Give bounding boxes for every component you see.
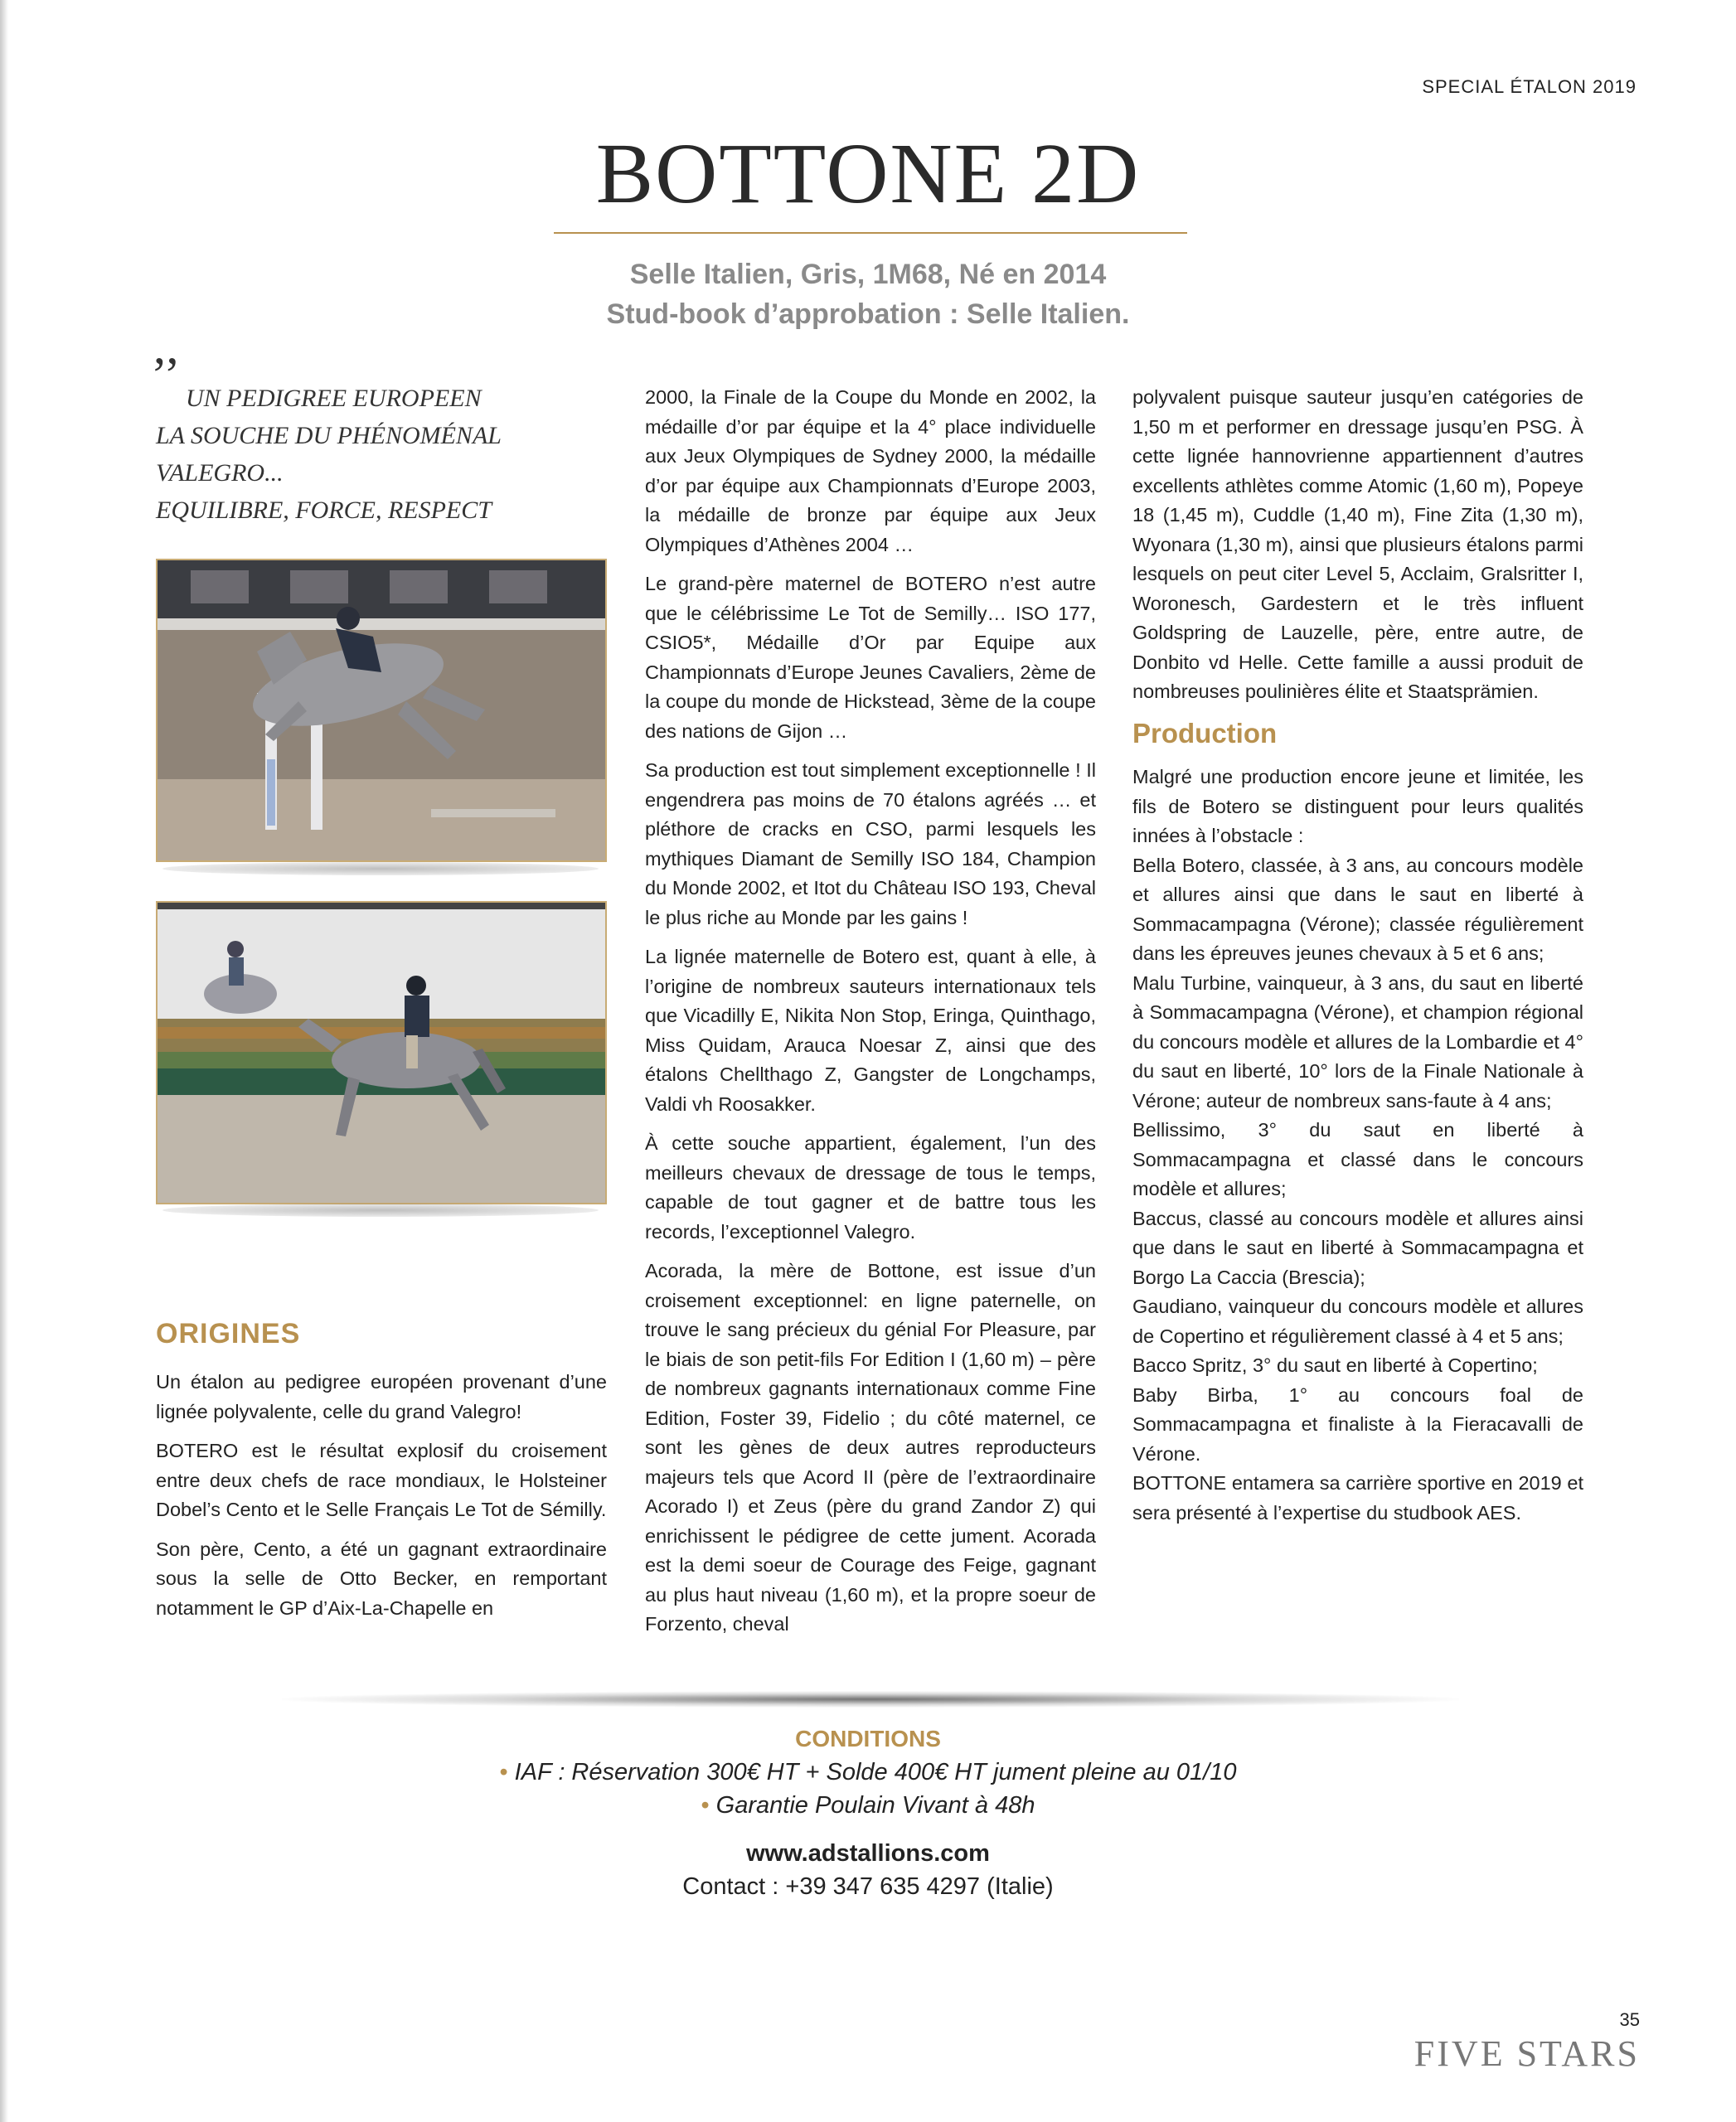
production-item: Gaudiano, vainqueur du concours modèle et allures de Copertino et régulièrement classé à 4 et 5 ans; [1132,1296,1583,1347]
conditions-line-1 [0,1759,1736,1786]
quote-line: UN PEDIGREE EUROPEEN [186,385,482,412]
paragraph: BOTERO est le résultat explosif du croisement entre deux chefs de race mondiaux, le Holsteiner Dobel’s Cento et le Selle Français Le Tot de Sémilly. [156,1440,607,1520]
paragraph: À cette souche appartient, également, l’un des meilleurs chevaux de dressage de tous le temps, capable de tout gagner et de battre tous les records, l’exceptionnel Valegro. [645,1132,1096,1243]
conditions-text: Garantie Poulain Vivant à 48h [715,1792,1035,1819]
bullet-icon: • [499,1759,508,1785]
jumping-horse-illustration [158,560,605,860]
column-origines [156,1368,607,1633]
pull-quote [156,380,587,529]
arena-horse-illustration [158,903,605,1203]
page-title: BOTTONE 2D [595,126,1141,221]
subtitle-breed-info: Selle Italien, Gris, 1M68, Né en 2014 [629,259,1107,290]
subtitle-studbook: Stud-book d’approbation : Selle Italien. [606,298,1130,330]
paragraph: La lignée maternelle de Botero est, quant à elle, à l’origine de nombreux sauteurs internationaux tels que Vicadilly E, Nikita Non Stop, Eringa, Quinthago, Miss Quidam, Arauca Noesar Z, ainsi que des étalons Chellthago Z, Gangster de Longchamps, Valdi vh Roosakker. [645,946,1096,1115]
photo-shadow [162,862,599,875]
production-item: Bacco Spritz, 3° du saut en liberté à Copertino; [1132,1354,1538,1376]
photo-shadow [162,1204,599,1217]
paragraph: Le grand-père maternel de BOTERO n’est autre que le célébrissime Le Tot de Semilly… ISO 177, CSIO5*, Médaille d’Or par Equipe aux Championnats d’Europe Jeunes Cavaliers, 2ème de la coupe du monde de Hickstead, 3ème de la coupe des nations de Gijon … [645,573,1096,742]
production-item: BOTTONE entamera sa carrière sportive en 2019 et sera présenté à l’expertise du studbook AES. [1132,1472,1583,1524]
origines-heading: ORIGINES [156,1318,301,1349]
paragraph: Un étalon au pedigree européen provenant d’une lignée polyvalente, celle du grand Valegro! [156,1371,607,1422]
quote-line: LA SOUCHE DU PHÉNOMÉNAL [156,422,502,449]
production-heading: Production [1132,717,1278,749]
website-link[interactable]: www.adstallions.com [746,1840,990,1867]
conditions-line-2 [0,1792,1736,1819]
contact-phone: Contact : +39 347 635 4297 (Italie) [682,1873,1054,1900]
title-divider [554,232,1187,234]
conditions-text: IAF : Réservation 300€ HT + Solde 400€ HT jument pleine au 01/10 [514,1759,1237,1785]
production-item: Baby Birba, 1° au concours foal de Sommacampagna et finaliste à la Fieracavalli de Vérone. [1132,1383,1583,1465]
paragraph: 2000, la Finale de la Coupe du Monde en 2002, la médaille d’or par équipe et la 4° place individuelle aux Jeux Olympiques de Sydney 2000, la médaille d’or par équipe aux Championnats d’Europe 2003, la médaille de bronze par équipe aux Jeux Olympiques d’Athènes 2004 … [645,386,1096,555]
production-item: Bella Botero, classée, à 3 ans, au concours modèle et allures ainsi que dans le saut en liberté à Sommacampagna (Vérone); classée régulièrement dans les épreuves jeunes chevaux à 5 et 6 ans; [1132,854,1583,964]
bullet-icon: • [701,1792,710,1819]
paragraph: Sa production est tout simplement exceptionnelle ! Il engendrera pas moins de 70 étalons agréés … et pléthore de cracks en CSO, parmi lesquels les mythiques Diamant de Semilly ISO 184, Champion du Monde 2002, et Itot du Château ISO 193, Cheval le plus riche au Monde par les gains ! [645,759,1096,928]
paragraph: Son père, Cento, a été un gagnant extraordinaire sous la selle de Otto Becker, en remportant notamment le GP d’Aix-La-Chapelle en [156,1538,607,1619]
photo-arena-riding [156,901,607,1204]
column-right [1132,383,1583,1528]
paragraph: Acorada, la mère de Bottone, est issue d’un croisement exceptionnel: en ligne paternelle, on trouve le sang précieux du génial For Pleasure, par le biais de son petit-fils For Edition I (1,60 m) – père de nombreux gagnants internationaux comme Fine Edition, Foster 39, Fidelio ; du côté maternel, ce sont les gènes de deux autres reproducteurs majeurs tels que Acord II (père de l’extraordinaire Acorado I) et Zeus (père du grand Zandor Z) qui enrichissent le pédigree de cette jument. Acorada est la demi soeur de Courage des Feige, gagnant au plus haut niveau (1,60 m), et la propre soeur de Forzento, cheval [645,1260,1096,1635]
paragraph: Malgré une production encore jeune et limitée, les fils de Botero se distinguent pour leurs qualités innées à l’obstacle : [1132,766,1583,846]
conditions-heading: CONDITIONS [795,1726,941,1751]
section-divider [282,1691,1459,1708]
production-item: Malu Turbine, vainqueur, à 3 ans, du saut en liberté à Sommacampagna (Vérone), et champion régional du concours modèle et allures de la Lombardie et 4° du saut en liberté, 10° lors de la Finale Nationale à Vérone; auteur de nombreux sans-faute à 4 ans; [1132,971,1583,1112]
page-number: 35 [1619,2009,1640,2030]
quote-line: EQUILIBRE, FORCE, RESPECT [156,497,492,524]
column-middle [645,383,1096,1650]
quote-line: VALEGRO... [156,459,284,487]
photo-show-jumping [156,559,607,862]
section-kicker: SPECIAL ÉTALON 2019 [1422,76,1637,97]
production-item: Baccus, classé au concours modèle et allures ainsi que dans le saut en liberté à Sommacampagna et Borgo La Caccia (Brescia); [1132,1207,1583,1288]
quote-mark-icon: ’’ [151,347,181,402]
production-item: Bellissimo, 3° du saut en liberté à Sommacampagna et classé dans le concours modèle et allures; [1132,1119,1583,1199]
magazine-brand-logo: FIVE STARS [1414,2033,1640,2074]
paragraph: polyvalent puisque sauteur jusqu’en catégories de 1,50 m et performer en dressage jusqu’en PSG. À cette lignée hannovrienne appartiennent d’autres excellents athlètes comme Atomic (1,60 m), Popeye 18 (1,45 m), Cuddle (1,40 m), Fine Zita (1,30 m), Wyonara (1,30 m), ainsi que plusieurs étalons parmi lesquels on peut citer Level 5, Acclaim, Gralsritter I, Woronesch, Gardestern et le très influent Goldspring de Lauzelle, père, entre autre, de Donbito vd Helle. Cette famille a aussi produit de nombreuses poulinières élite et Staatsprämien. [1132,386,1583,702]
